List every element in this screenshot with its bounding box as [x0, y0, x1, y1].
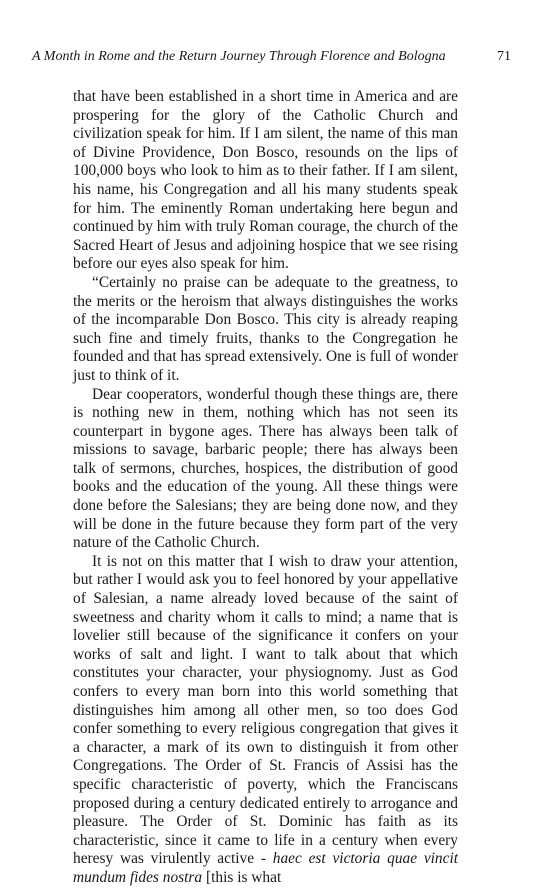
body-text [73, 88, 458, 888]
page-number: 71 [497, 49, 511, 64]
paragraph: that have been established in a short time in America and are prospering for the glory of the Catholic Church and civilization speak for him. If I am silent, the name of this man of Divine Providence, Don Bosco, resounds on the lips of 100,000 boys who look to him as to their father. If I am silent, his name, his Congregation and all his many students speak for him. The eminently Roman undertaking here begun and continued by him with truly Roman courage, the church of the Sacred Heart of Jesus and adjoining hospice that we see rising before our eyes also speak for him. [73, 88, 458, 273]
running-header [32, 49, 511, 65]
paragraph [73, 553, 458, 888]
paragraph-tail: [this is what [205, 868, 282, 886]
paragraph: “Certainly no praise can be adequate to the greatness, to the merits or the heroism that always distinguishes the works of the incomparable Don Bosco. This city is already reaping such fine and timely fruits, thanks to the Congregation he founded and that has spread extensively. One is full of wonder just to think of it. [73, 273, 458, 384]
paragraph-text: It is not on this matter that I wish to draw your attention, but rather I would ask you to feel honored by your appellative of Salesian, a name already loved because of the saint of sweetness and charity whom it calls to mind; a name that is lovelier still because of the significance it confers on your works of salt and light. I want to talk about that which constitutes your character, your physiognomy. Just as God confers to every man born into this world something that distinguishes him among all other men, so too does God confer something to every religious congregation that gives it a character, a mark of its own to distinguish it from other Congregations. The Order of St. Francis of Assisi has the specific characteristic of poverty, which the Franciscans proposed during a century dedicated entirely to arrogance and pleasure. The Order of St. Dominic has faith as its characteristic, since it came to life in a century when every heresy was virulently active - [73, 552, 458, 868]
latin-quotation: haec est victoria quae vincit mundum fides nostra [73, 850, 459, 886]
running-title: A Month in Rome and the Return Journey Through Florence and Bologna [32, 49, 446, 64]
paragraph: Dear cooperators, wonderful though these things are, there is nothing new in them, nothing which has not seen its counterpart in bygone ages. There has always been talk of missions to savage, barbaric people; there has always been talk of sermons, churches, hospices, the distribution of good books and the education of the young. All these things were done before the Salesians; they are being done now, and they will be done in the future because they form part of the very nature of the Catholic Church. [73, 385, 458, 552]
